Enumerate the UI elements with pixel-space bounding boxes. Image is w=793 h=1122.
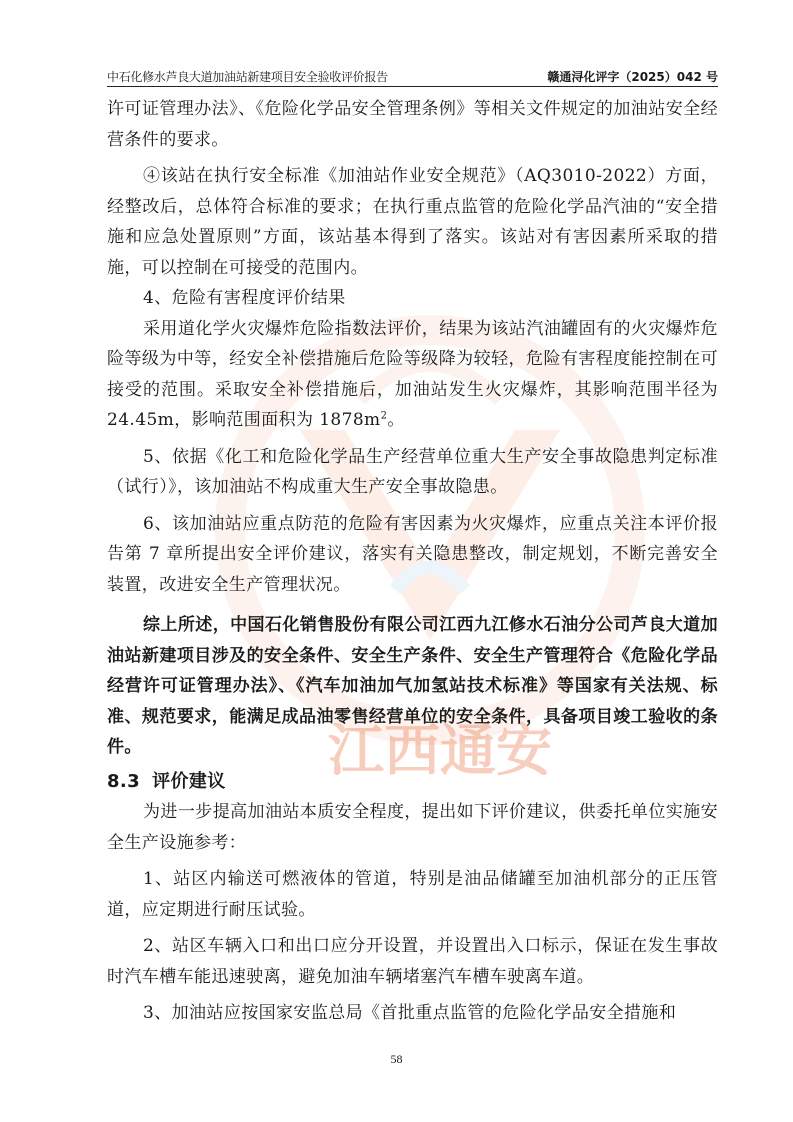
paragraph: ④该站在执行安全标准《加油站作业安全规范》（AQ3010-2022）方面，经整改后，总体符合标准的要求；在执行重点监管的危险化学品汽油的“安全措施和应急处置原则”方面，该站基本得到了落实。该站对有害因素所采取的措施，可以控制在可接受的范围内。 [107, 166, 718, 278]
report-title: 中石化修水芦良大道加油站新建项目安全验收评价报告 [107, 70, 388, 84]
paragraph: 5、依据《化工和危险化学品生产经营单位重大生产安全事故隐患判定标准（试行）》，该加油站不构成重大生产安全事故隐患。 [107, 446, 718, 497]
page-number: 58 [390, 1052, 403, 1066]
document-number: 赣通浔化评字（2025）042 号 [547, 70, 718, 84]
subheading: 4、危险有害程度评价结果 [143, 288, 346, 308]
paragraph: 为进一步提高加油站本质安全程度，提出如下评价建议，供委托单位实施安全生产设施参考： [107, 802, 718, 853]
section-heading: 8.3 评价建议 [107, 770, 226, 792]
paragraph: 许可证管理办法》、《危险化学品安全管理条例》等相关文件规定的加油站安全经营条件的要求。 [107, 99, 718, 150]
paragraph: 6、该加油站应重点防范的危险有害因素为火灾爆炸，应重点关注本评价报告第 7 章所提出安全评价建议，落实有关隐患整改，制定规划，不断完善安全装置，改进安全生产管理状况。 [107, 513, 718, 595]
list-item: 1、站区内输送可燃液体的管道，特别是油品储罐至加油机部分的正压管道，应定期进行耐压试验。 [107, 869, 718, 920]
paragraph: 采用道化学火灾爆炸危险指数法评价，结果为该站汽油罐固有的火灾爆炸危险等级为中等，经安全补偿措施后危险等级降为较轻，危险有害程度能控制在可接受的范围。采取安全补偿措施后，加油站发生火灾爆炸，其影响范围半径为 24.45m，影响范围面积为 $1878m^2$。 [107, 318, 718, 430]
page-header [107, 66, 718, 87]
conclusion-paragraph: 综上所述，中国石化销售股份有限公司江西九江修水石油分公司芦良大道加油站新建项目涉及的安全条件、安全生产条件、安全生产管理符合《危险化学品经营许可证管理办法》、《汽车加油加气加氢站技术标准》等国家有关法规、标准、规范要求，能满足成品油零售经营单位的安全条件，具备项目竣工验收的条件。 [107, 615, 718, 757]
list-item: 3、加油站应按国家安监总局《首批重点监管的危险化学品安全措施和 [143, 1003, 677, 1023]
watermark-text: 江西通安 [328, 719, 552, 784]
list-item: 2、站区车辆入口和出口应分开设置，并设置出入口标示，保证在发生事故时汽车槽车能迅速驶离，避免加油车辆堵塞汽车槽车驶离车道。 [107, 936, 718, 987]
document-body [107, 94, 718, 1029]
